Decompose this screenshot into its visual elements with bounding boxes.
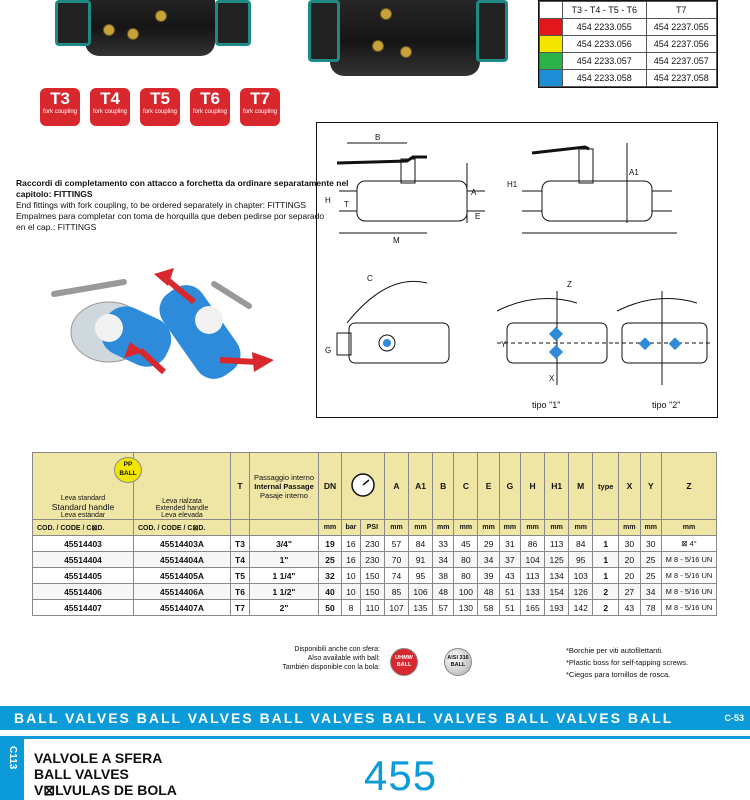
extended-handle-header: PP BALL Leva rialzata Extended handle Leva elevada [134,453,231,520]
bottom-header [0,736,750,800]
col-G-header: G [499,453,520,520]
table-cell: 84 [408,536,432,552]
standard-handle-header: Leva standard Standard handle Leva estándar [33,453,134,520]
table-cell: 134 [545,568,569,584]
dim-label: G [325,346,332,355]
unit-label: mm [433,520,454,536]
table-cell: 1" [250,552,319,568]
table-cell: M 8 - 5/16 UN [662,584,717,600]
table-cell: 113 [545,536,569,552]
table-row [33,552,717,568]
badge-sub: fork coupling [192,109,228,115]
title-it: VALVOLE A SFERA [34,750,163,766]
table-row [33,584,717,600]
coupling-badge [240,88,280,126]
unit-label: bar [342,520,361,536]
unit-label: mm [319,520,342,536]
unit-label: mm [408,520,432,536]
table-cell: 2" [250,600,319,616]
col-type-header: type [593,453,619,520]
table-cell: 45514407 [33,600,134,616]
table-cell: 80 [454,552,478,568]
table-row [33,568,717,584]
code-header: COD. / CODE / C⊠D. [134,520,231,536]
table-cell: 45514405A [134,568,231,584]
unit-label: mm [478,520,499,536]
badge-code: T4 [100,89,120,108]
table-cell: 45514406A [134,584,231,600]
table-cell: 154 [545,584,569,600]
coupling-badges [40,88,280,126]
table-cell: 74 [384,568,408,584]
table-cell: 51 [499,584,520,600]
table-cell: 58 [478,600,499,616]
table-cell: 106 [408,584,432,600]
aisi-316-ball-badge: AISI 316 BALL [444,648,472,676]
unit-label: mm [545,520,569,536]
table-cell: 34 [433,552,454,568]
ball-valve-table [32,452,717,616]
table-cell: 34 [478,552,499,568]
title-en: BALL VALVES [34,766,129,782]
table-cell: 91 [408,552,432,568]
table-cell: 2 [593,600,619,616]
table-cell: 32 [319,568,342,584]
unit-label: mm [569,520,593,536]
table-cell: 27 [619,584,640,600]
table-cell: 125 [545,552,569,568]
table-cell: 45514404 [33,552,134,568]
dim-label: Y [501,340,507,349]
note-en: End fittings with fork coupling, to be ordered separately in chapter: FITTINGS [16,200,307,210]
pressure-gauge-header [342,453,385,520]
dim-label: H [325,196,331,205]
unit-label: mm [640,520,661,536]
unit-label: mm [454,520,478,536]
col-H-header: H [521,453,545,520]
unit-label: mm [619,520,640,536]
table-cell: 103 [569,568,593,584]
table-cell: 135 [408,600,432,616]
table-cell: 37 [499,552,520,568]
code-header: COD. / CODE / C⊠D. [33,520,134,536]
table-cell: 1 1/2" [250,584,319,600]
technical-drawing [316,122,718,418]
product-image-extended [300,0,510,80]
table-cell: 10 [342,568,361,584]
table-cell: 130 [454,600,478,616]
col-C-header: C [454,453,478,520]
tipo-2-label: tipo "2" [652,400,681,410]
table-cell: T4 [231,552,250,568]
table-cell: 25 [319,552,342,568]
note-es-2: en el cap.: FITTINGS [16,222,97,232]
section-band [0,706,750,730]
col-A1-header: A1 [408,453,432,520]
table-cell: 2 [593,584,619,600]
table-cell: 45514407A [134,600,231,616]
table-cell: 33 [433,536,454,552]
table-cell: 29 [478,536,499,552]
table-cell: 1 1/4" [250,568,319,584]
table-cell: 45514404A [134,552,231,568]
boss-note: *Borchie per viti autofilettanti. *Plastic boss for self-tapping screws. *Ciegos para tornillos de rosca. [566,646,689,679]
table-cell: 95 [569,552,593,568]
table-cell: 85 [384,584,408,600]
table-cell: 45514403 [33,536,134,552]
coupling-badge [190,88,230,126]
table-cell: 110 [360,600,384,616]
color-table-header: T3 - T4 - T5 - T6 [563,2,647,19]
color-table-header: T7 [646,2,716,19]
color-swatch [540,19,563,36]
table-cell: 50 [319,600,342,616]
table-cell: 51 [499,600,520,616]
col-DN-header: DN [319,453,342,520]
table-cell: 150 [360,584,384,600]
uhmw-ball-badge: UHMW BALL [390,648,418,676]
page-number: C-53 [724,713,744,723]
title-es: V⊠LVULAS DE BOLA [34,782,177,798]
table-cell: M 8 - 5/16 UN [662,552,717,568]
dim-label: H1 [507,180,518,189]
table-cell: 150 [360,568,384,584]
table-row [33,536,717,552]
table-cell: ⊠ 4° [662,536,717,552]
unit-label: PSI [360,520,384,536]
pressure-gauge-icon [350,472,376,498]
table-cell: T3 [231,536,250,552]
product-titles [34,750,177,798]
table-cell: M 8 - 5/16 UN [662,568,717,584]
dim-label: A1 [629,168,639,177]
col-A-header: A [384,453,408,520]
color-swatch [540,70,563,87]
note-it-1: Raccordi di completamento con attacco a forchetta da ordinare separatamente nel [16,178,349,188]
table-cell: 8 [342,600,361,616]
col-Z-header: Z [662,453,717,520]
color-code-table: T3 - T4 - T5 - T6 T7 454 2233.055 454 2237.055 454 2233.056 454 2237.056 454 2233.057 454 2237.057 454 2233.058 454 2237.058 [538,0,718,88]
table-body [33,536,717,616]
table-cell: 16 [342,536,361,552]
unit-label: mm [521,520,545,536]
table-cell: 43 [619,600,640,616]
table-cell: 70 [384,552,408,568]
product-image-standard [55,0,245,62]
dim-label: T [344,200,349,209]
table-cell: 48 [433,584,454,600]
table-cell: 1 [593,536,619,552]
badge-sub: fork coupling [142,109,178,115]
table-cell: 113 [521,568,545,584]
color-swatch [540,36,563,53]
table-cell: T5 [231,568,250,584]
table-cell: 10 [342,584,361,600]
pp-ball-badge: PP BALL [114,457,142,483]
table-cell: 25 [640,552,661,568]
table-cell: 1 [593,552,619,568]
col-M-header: M [569,453,593,520]
unit-label [593,520,619,536]
col-E-header: E [478,453,499,520]
col-X-header: X [619,453,640,520]
drawing-canvas [317,123,717,417]
color-swatch [540,53,563,70]
table-cell: 45514403A [134,536,231,552]
table-cell: 43 [499,568,520,584]
table-cell: T6 [231,584,250,600]
table-cell: 16 [342,552,361,568]
table-cell: 57 [384,536,408,552]
badge-code: T6 [200,89,220,108]
coupling-badge [140,88,180,126]
side-tab: C113 [0,736,24,800]
col-B-header: B [433,453,454,520]
table-cell: 48 [478,584,499,600]
tipo-1-label: tipo "1" [532,400,561,410]
table-cell: 104 [521,552,545,568]
table-cell: 80 [454,568,478,584]
unit-label: mm [384,520,408,536]
table-cell: 31 [499,536,520,552]
dim-label: B [375,133,381,142]
table-cell: 19 [319,536,342,552]
table-cell: 126 [569,584,593,600]
table-cell: 165 [521,600,545,616]
table-cell: M 8 - 5/16 UN [662,600,717,616]
dim-label: E [475,212,481,221]
unit-label: mm [662,520,717,536]
table-cell: 45 [454,536,478,552]
table-cell: 95 [408,568,432,584]
passage-header: Passaggio interno Internal Passage Pasaje interno [250,453,319,520]
badge-code: T7 [250,89,270,108]
availability-note: Disponibili anche con sfera: Also available with ball: También disponible con la bola: [282,646,380,671]
badge-code: T5 [150,89,170,108]
table-cell: 142 [569,600,593,616]
coupling-badge [90,88,130,126]
col-Y-header: Y [640,453,661,520]
table-cell: 39 [478,568,499,584]
table-cell: 20 [619,568,640,584]
col-T-header: T [231,453,250,520]
dim-label: Z [567,280,572,289]
dim-label: A [471,188,477,197]
table-cell: 45514405 [33,568,134,584]
table-cell: 34 [640,584,661,600]
table-cell: 30 [640,536,661,552]
table-cell: 193 [545,600,569,616]
band-text: BALL VALVES BALL VALVES BALL VALVES BALL VALVES BALL VALVES BALL [14,710,674,726]
left-valve-graphic [54,282,178,374]
table-cell: 107 [384,600,408,616]
badge-sub: fork coupling [242,109,278,115]
table-cell: 20 [619,552,640,568]
series-number: 455 [364,752,438,799]
note-it-2: capitolo: FITTINGS [16,189,93,199]
table-cell: 57 [433,600,454,616]
table-cell: 30 [619,536,640,552]
badge-sub: fork coupling [42,109,78,115]
table-cell: 230 [360,536,384,552]
badge-code: T3 [50,89,70,108]
table-cell: 38 [433,568,454,584]
badge-sub: fork coupling [92,109,128,115]
table-cell: 230 [360,552,384,568]
dim-label: C [367,274,373,283]
dim-label: M [393,236,400,245]
table-cell: 133 [521,584,545,600]
table-cell: 86 [521,536,545,552]
col-H1-header: H1 [545,453,569,520]
table-cell: 1 [593,568,619,584]
unit-label: mm [499,520,520,536]
flow-illustration [14,262,304,382]
table-cell: 25 [640,568,661,584]
table-cell: 40 [319,584,342,600]
note-es-1: Empalmes para completar con toma de horquilla que deben pedirse por separado [16,211,325,221]
table-cell: 78 [640,600,661,616]
table-cell: 3/4" [250,536,319,552]
table-cell: 100 [454,584,478,600]
table-row [33,600,717,616]
table-cell: 84 [569,536,593,552]
coupling-badge [40,88,80,126]
table-cell: T7 [231,600,250,616]
dim-label: X [549,374,555,383]
table-cell: 45514406 [33,584,134,600]
